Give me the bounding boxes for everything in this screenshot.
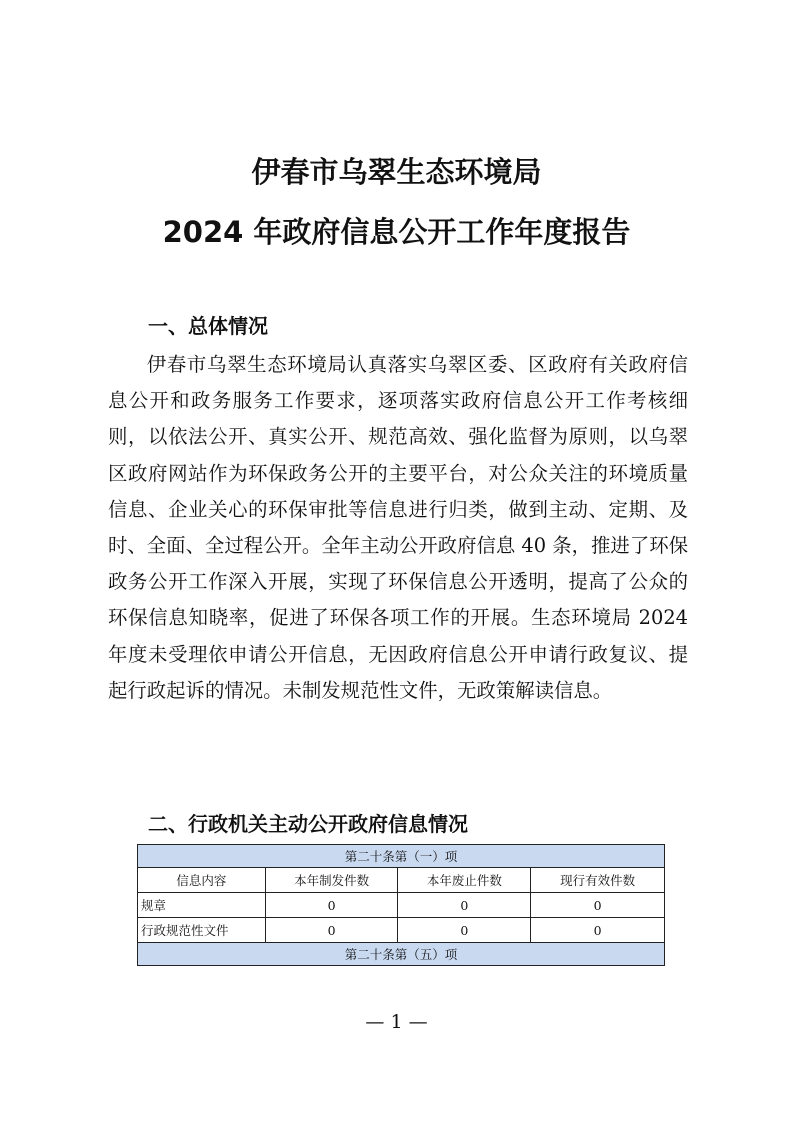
section2-heading: 二、行政机关主动公开政府信息情况 — [148, 812, 468, 836]
section1-heading: 一、总体情况 — [148, 314, 268, 338]
table-band-row — [138, 943, 665, 966]
section1-body-paragraph: 伊春市乌翠生态环境局认真落实乌翠区委、区政府有关政府信息公开和政务服务工作要求，逐项落实政府信息公开工作考核细则，以依法公开、真实公开、规范高效、强化监督为原则，以乌翠区政府网站作为环保政务公开的主要平台，对公众关注的环境质量信息、企业关心的环保审批等信息进行归类，做到主动、定期、及时、全面、全过程公开。全年主动公开政府信息 40 条，推进了环保政务公开工作深入开展，实现了环保信息公开透明，提高了公众的环保信息知晓率，促进了环保各项工作的开展。生态环境局 2024 年度未受理依申请公开信息，无因政府信息公开申请行政复议、提起行政起诉的情况。未制发规范性文件，无政策解读信息。 — [108, 353, 688, 702]
table-cell: 行政规范性文件 — [138, 918, 266, 943]
table-row — [138, 893, 665, 918]
table-cell: 0 — [531, 893, 665, 918]
table-row — [138, 918, 665, 943]
table-header-cell: 现行有效件数 — [531, 868, 665, 893]
table-header-cell: 信息内容 — [138, 868, 266, 893]
disclosure-table — [137, 844, 665, 966]
document-title-line2: 2024 年政府信息公开工作年度报告 — [162, 215, 631, 249]
table-band-row — [138, 845, 665, 868]
table-cell: 0 — [398, 893, 531, 918]
table-cell: 规章 — [138, 893, 266, 918]
table-header-row — [138, 868, 665, 893]
table-band-article20-item1: 第二十条第（一）项 — [138, 845, 665, 868]
page-number: — 1 — — [365, 1011, 428, 1033]
table-cell: 0 — [265, 893, 398, 918]
table-band-article20-item5: 第二十条第（五）项 — [138, 943, 665, 966]
table-cell: 0 — [531, 918, 665, 943]
table-header-cell: 本年废止件数 — [398, 868, 531, 893]
document-title-line1: 伊春市乌翠生态环境局 — [251, 155, 542, 189]
table-cell: 0 — [265, 918, 398, 943]
table-header-cell: 本年制发件数 — [265, 868, 398, 893]
table-cell: 0 — [398, 918, 531, 943]
